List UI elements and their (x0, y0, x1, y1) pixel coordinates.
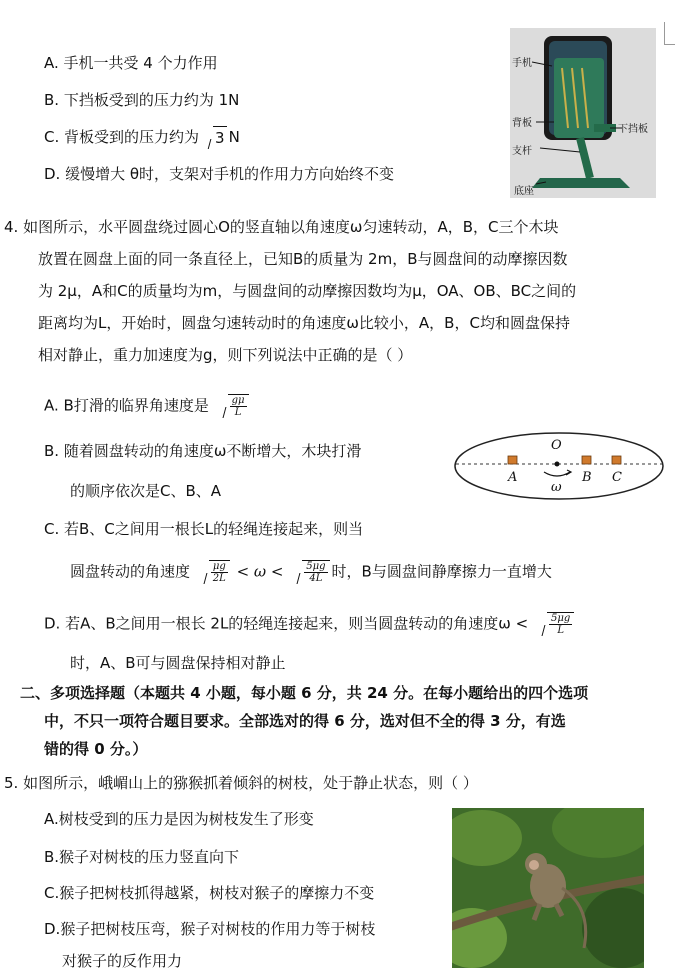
q4-stem-line-4: 距离均为L，开始时，圆盘匀速转动时的角速度ω比较小，A，B，C均和圆盘保持 (38, 314, 570, 332)
q5-stem: 5. 如图所示，峨嵋山上的猕猴抓着倾斜的树枝，处于静止状态，则（ ） (4, 774, 478, 792)
page-corner-mark (664, 22, 675, 45)
q4-stem-line-2: 放置在圆盘上面的同一条直径上，已知B的质量为 2m，B与圆盘间的动摩擦因数 (38, 250, 568, 268)
q5-option-d-continued: 对猴子的反作用力 (62, 952, 183, 970)
label-c: C (612, 470, 622, 485)
label-rod: 支杆 (512, 146, 532, 157)
label-lower-stop: 下挡板 (618, 124, 648, 135)
q4-option-a-text: A. B打滑的临界角速度是 (44, 396, 209, 415)
q4-a-denominator: L (234, 407, 242, 418)
q4-option-b-line-2: 的顺序依次是C、B、A (70, 482, 222, 500)
q5-option-c: C.猴子把树枝抓得越紧，树枝对猴子的摩擦力不变 (44, 884, 375, 902)
label-phone: 手机 (512, 58, 532, 69)
rotating-disk-figure (452, 430, 666, 502)
label-base: 底座 (514, 186, 534, 197)
q4-c-prefix: 圆盘转动的角速度 (70, 562, 191, 581)
section-2-header-line-2: 中，不只一项符合题目要求。全部选对的得 6 分，选对但不全的得 3 分，有选 (44, 712, 566, 730)
q4-stem-line-1: 4. 如图所示，水平圆盘绕过圆心O的竖直轴以角速度ω匀速转动，A，B，C三个木块 (4, 218, 559, 236)
q3-option-c-text: C. 背板受到的压力约为 (44, 128, 200, 146)
q4-d-denominator: L (557, 625, 564, 636)
q4-option-d-line-2: 时，A、B可与圆盘保持相对静止 (70, 654, 286, 672)
q5-option-b: B.猴子对树枝的压力竖直向下 (44, 848, 240, 866)
q4-option-b-line-1: B. 随着圆盘转动的角速度ω不断增大，木块打滑 (44, 442, 362, 460)
sqrt-symbol (290, 560, 329, 584)
q3-c-value: 3 (213, 126, 227, 149)
section-2-header-line-1: 二、多项选择题（本题共 4 小题，每小题 6 分，共 24 分。在每小题给出的四个选项 (20, 684, 589, 702)
q4-option-c-line-1: C. 若B、C之间用一根长L的轻绳连接起来，则当 (44, 520, 364, 538)
q4-stem-line-5: 相对静止，重力加速度为g，则下列说法中正确的是（ ） (38, 346, 413, 364)
label-b: B (582, 470, 592, 485)
q4-stem-line-3: 为 2μ，A和C的质量均为m，与圆盘间的动摩擦因数均为μ，OA、OB、BC之间的 (38, 282, 577, 300)
q5-option-d: D.猴子把树枝压弯，猴子对树枝的作用力等于树枝 (44, 920, 376, 938)
section-2-header-line-3: 错的得 0 分。） (44, 740, 148, 758)
q4-option-a (44, 394, 251, 418)
q4-c-upper-numerator: 5μg (306, 561, 326, 572)
q3-option-b: B. 下挡板受到的压力约为 1N (44, 91, 240, 109)
q4-c-upper-denominator: 4L (309, 573, 323, 584)
sqrt-symbol (216, 394, 249, 418)
q4-c-lower-denominator: 2L (212, 573, 226, 584)
q4-d-prefix: D. 若A、B之间用一根长 2L的轻绳连接起来，则当圆盘转动的角速度ω < (44, 614, 529, 633)
q3-option-a: A. 手机一共受 4 个力作用 (44, 54, 218, 72)
q3-option-c (44, 126, 240, 149)
q4-a-numerator: gμ (231, 395, 245, 406)
q4-c-suffix: 时，B与圆盘间静摩擦力一直增大 (331, 562, 552, 581)
label-back-plate: 背板 (512, 118, 532, 129)
q4-option-d-line-1 (44, 612, 576, 636)
q4-option-c-line-2 (70, 560, 552, 584)
label-a: A (508, 470, 518, 485)
sqrt-symbol (201, 126, 227, 149)
label-o: O (551, 438, 562, 453)
monkey-on-branch-drawing (452, 808, 644, 968)
monkey-photo (452, 808, 644, 968)
phone-stand-figure (510, 28, 656, 198)
q4-c-inequality: < ω < (236, 562, 284, 581)
q4-d-numerator: 5μg (551, 613, 571, 624)
q3-option-d: D. 缓慢增大 θ时，支架对手机的作用力方向始终不变 (44, 165, 395, 183)
label-omega: ω (551, 480, 562, 495)
q3-c-unit: N (228, 128, 240, 146)
sqrt-symbol (197, 560, 230, 584)
q5-option-a: A.树枝受到的压力是因为树枝发生了形变 (44, 810, 314, 828)
sqrt-symbol (535, 612, 574, 636)
q4-c-lower-numerator: μg (211, 561, 228, 573)
